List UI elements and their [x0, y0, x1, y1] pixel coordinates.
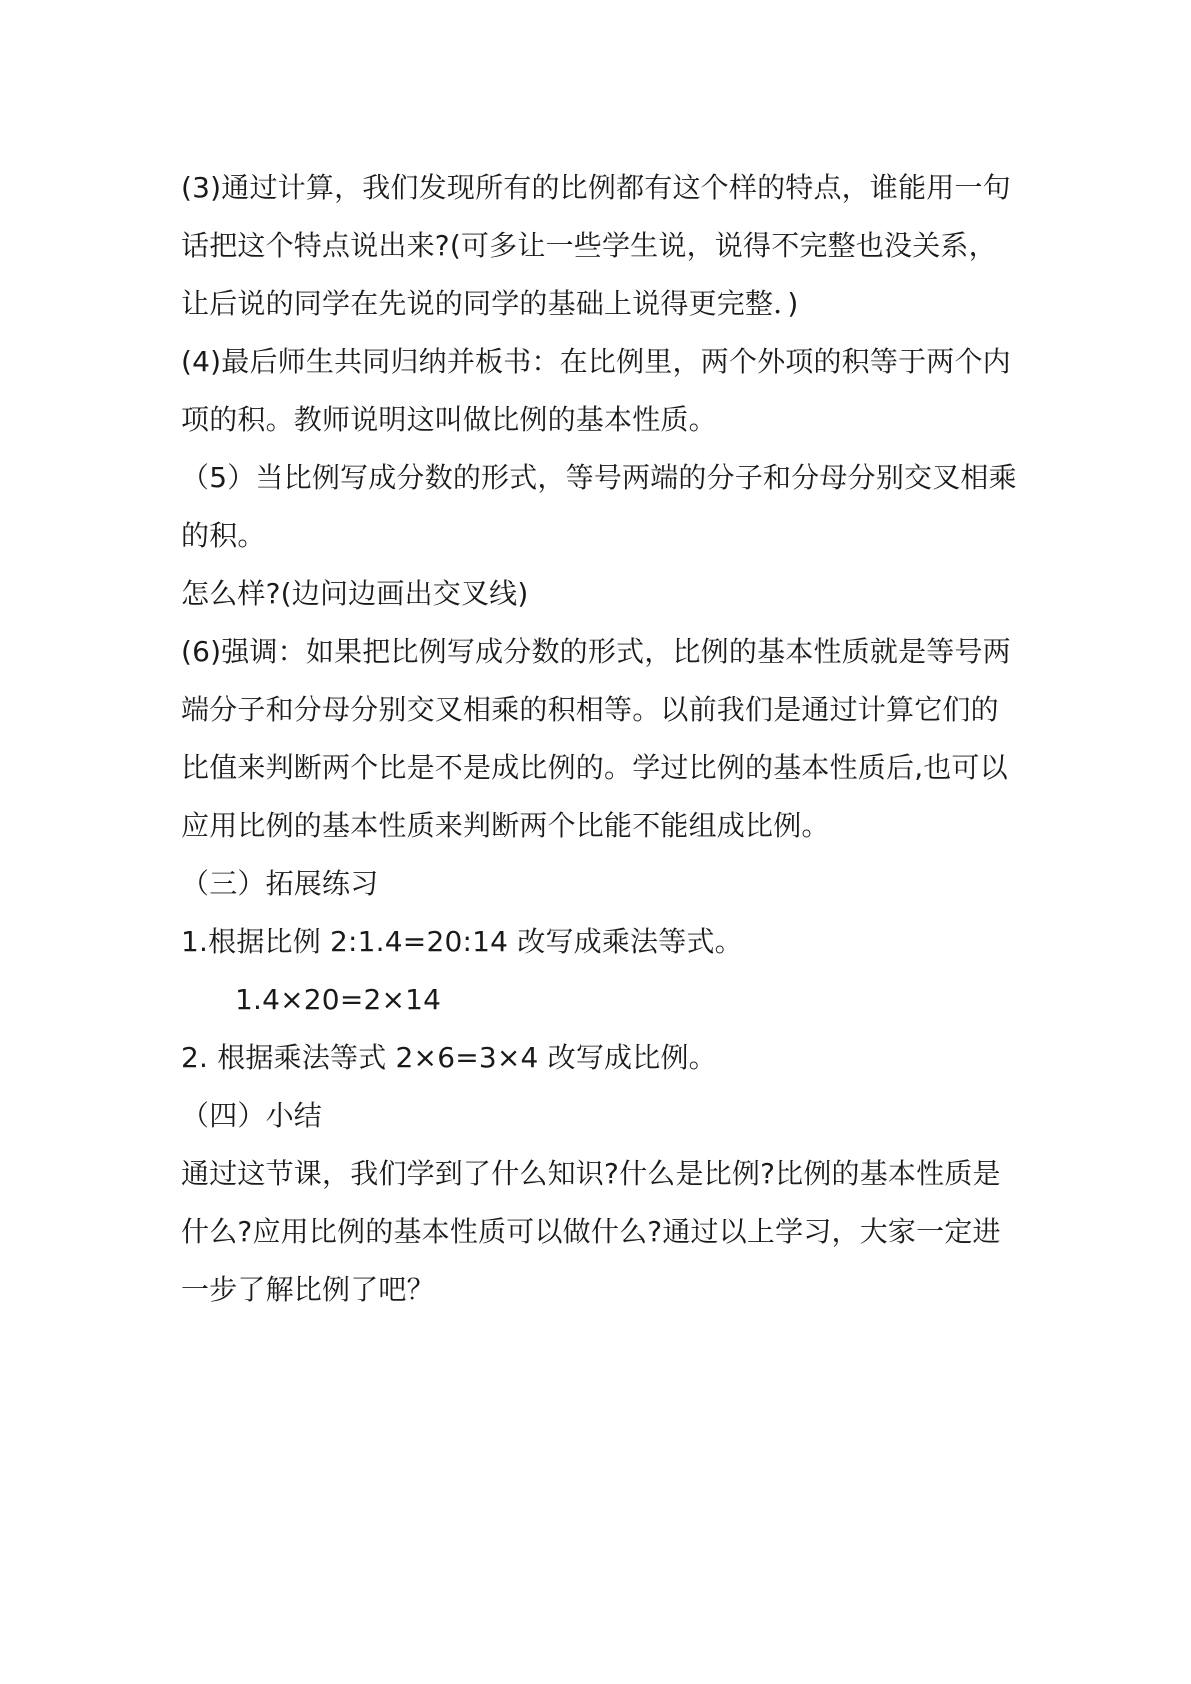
paragraph-line: (6)强调：如果把比例写成分数的形式，比例的基本性质就是等号两: [181, 635, 1011, 668]
paragraph-line: 什么?应用比例的基本性质可以做什么?通过以上学习，大家一定进: [181, 1215, 1001, 1248]
paragraph-line: 比值来判断两个比是不是成比例的。学过比例的基本性质后,也可以: [181, 751, 1008, 784]
paragraph-line: 怎么样?(边问边画出交叉线): [181, 577, 529, 610]
paragraph-line: 一步了解比例了吧？: [181, 1273, 435, 1306]
paragraph-line: （5）当比例写成分数的形式，等号两端的分子和分母分别交叉相乘: [181, 461, 1017, 494]
exercise-item: 1.根据比例 2:1.4=20:14 改写成乘法等式。: [181, 925, 743, 958]
paragraph-line: 项的积。教师说明这叫做比例的基本性质。: [181, 403, 717, 436]
paragraph-line: (3)通过计算，我们发现所有的比例都有这个样的特点，谁能用一句: [181, 171, 1011, 204]
exercise-item: 2. 根据乘法等式 2×6=3×4 改写成比例。: [181, 1041, 717, 1074]
section-heading: （三）拓展练习: [181, 867, 379, 900]
paragraph-line: 端分子和分母分别交叉相乘的积相等。以前我们是通过计算它们的: [181, 693, 999, 726]
paragraph-line: 通过这节课，我们学到了什么知识?什么是比例?比例的基本性质是: [181, 1157, 1001, 1190]
paragraph-line: 话把这个特点说出来?(可多让一些学生说，说得不完整也没关系，: [181, 229, 997, 262]
paragraph-line: 让后说的同学在先说的同学的基础上说得更完整．): [181, 287, 799, 320]
section-heading: （四）小结: [181, 1099, 323, 1132]
paragraph-line: 的积。: [181, 519, 266, 552]
paragraph-line: (4)最后师生共同归纳并板书：在比例里，两个外项的积等于两个内: [181, 345, 1011, 378]
paragraph-line: 应用比例的基本性质来判断两个比能不能组成比例。: [181, 809, 830, 842]
exercise-answer: 1.4×20=2×14: [235, 983, 442, 1016]
